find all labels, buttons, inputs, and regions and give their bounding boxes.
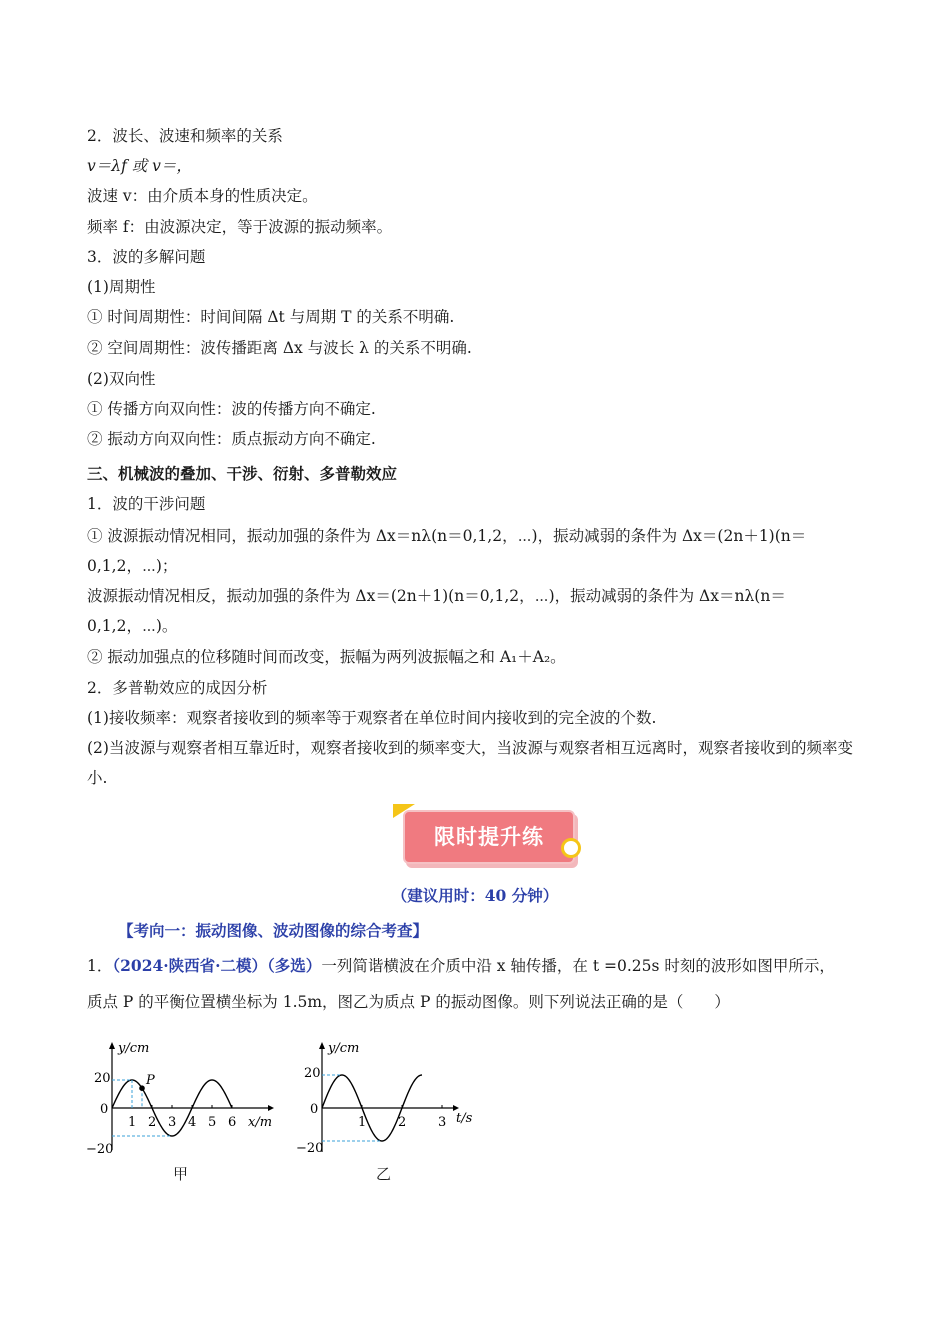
text-paragraph: (2)当波源与观察者相互靠近时，观察者接收到的频率变大，当波源与观察者相互远离时，观察者接收到的频率变小. xyxy=(87,739,853,787)
y-axis-label: y/cm xyxy=(328,1041,360,1056)
x-tick-label: 3 xyxy=(168,1115,177,1130)
text-line: 2．多普勒效应的成因分析 xyxy=(87,679,268,697)
practice-badge xyxy=(393,804,581,866)
y-tick-zero: 0 xyxy=(310,1102,319,1117)
text-line: ② 振动方向双向性：质点振动方向不确定. xyxy=(87,430,376,448)
text-line: ② 振动加强点的位移随时间而改变，振幅为两列波振幅之和 A₁＋A₂。 xyxy=(87,648,566,666)
t-tick-label: 2 xyxy=(398,1115,407,1130)
y-axis-arrow-icon xyxy=(319,1042,325,1049)
y-tick-bottom: −20 xyxy=(296,1141,324,1156)
x-tick-label: 6 xyxy=(228,1115,237,1130)
text-paragraph: 波源振动情况相反，振动加强的条件为 Δx＝(2n＋1)(n＝0,1,2，⋯)，振动减弱的条件为 Δx＝nλ(n＝0,1,2，⋯)。 xyxy=(87,587,786,635)
text-line: 2．波长、波速和频率的关系 xyxy=(87,127,283,145)
t-axis-label: t/s xyxy=(456,1111,473,1126)
question-number: 1． xyxy=(87,957,113,975)
text-line: 频率 f：由波源决定，等于波源的振动频率。 xyxy=(87,218,393,236)
x-tick-label: 5 xyxy=(208,1115,217,1130)
badge-label: 限时提升练 xyxy=(434,825,544,849)
question-line-1 xyxy=(87,956,835,976)
section-title: 【考向一：振动图像、波动图像的综合考查】 xyxy=(118,921,429,940)
question-source: （2024·陕西省·二模）（多选） xyxy=(112,956,322,975)
t-tick-label: 1 xyxy=(358,1115,367,1130)
point-p-marker xyxy=(139,1085,145,1091)
question-text: 一列简谐横波在介质中沿 x 轴传播，在 t =0.25s 时刻的波形如图甲所示， xyxy=(321,957,835,975)
y-tick-zero: 0 xyxy=(100,1102,109,1117)
figure-caption-yi: 乙 xyxy=(376,1165,392,1183)
x-tick-label: 4 xyxy=(188,1115,197,1130)
badge-box xyxy=(403,810,575,864)
text-line: 波速 v：由介质本身的性质决定。 xyxy=(87,187,318,205)
figure-caption-jia: 甲 xyxy=(173,1165,189,1183)
text-paragraph: ① 波源振动情况相同，振动加强的条件为 Δx＝nλ(n＝0,1,2，⋯)，振动减弱的条件为 Δx＝(2n＋1)(n＝0,1,2，⋯)； xyxy=(87,527,807,575)
text-line: ① 传播方向双向性：波的传播方向不确定. xyxy=(87,400,376,418)
wave-graph-jia xyxy=(80,1040,280,1155)
text-line: (1)周期性 xyxy=(87,278,156,296)
y-tick-top: 20 xyxy=(94,1071,111,1086)
x-axis-arrow-icon xyxy=(268,1105,274,1111)
text-line: 1．波的干涉问题 xyxy=(87,495,206,513)
x-axis-label: x/m xyxy=(248,1115,273,1130)
pennant-icon xyxy=(393,804,415,818)
x-tick-label: 2 xyxy=(148,1115,157,1130)
text-line: ② 空间周期性：波传播距离 Δx 与波长 λ 的关系不明确. xyxy=(87,339,472,357)
y-tick-top: 20 xyxy=(304,1066,321,1081)
t-tick-label: 3 xyxy=(438,1115,447,1130)
section-heading: 三、机械波的叠加、干涉、衍射、多普勒效应 xyxy=(87,464,398,483)
text-line: 3．波的多解问题 xyxy=(87,248,206,266)
ring-icon xyxy=(561,838,581,858)
y-axis-arrow-icon xyxy=(109,1042,115,1049)
formula-line: v＝λf 或 v＝， xyxy=(87,157,192,175)
x-tick-label: 1 xyxy=(128,1115,137,1130)
text-line: ① 时间周期性：时间间隔 Δt 与周期 T 的关系不明确. xyxy=(87,308,455,326)
text-line: (2)双向性 xyxy=(87,370,156,388)
point-p-label: P xyxy=(146,1073,155,1089)
vibration-graph-yi xyxy=(290,1040,485,1160)
y-tick-bottom: −20 xyxy=(86,1142,114,1155)
y-axis-label: y/cm xyxy=(118,1041,150,1056)
question-line-2: 质点 P 的平衡位置横坐标为 1.5m，图乙为质点 P 的振动图像。则下列说法正确的是（ ） xyxy=(87,993,730,1011)
suggested-time: （建议用时：40 分钟） xyxy=(391,886,559,905)
text-line: (1)接收频率：观察者接收到的频率等于观察者在单位时间内接收到的完全波的个数. xyxy=(87,709,657,727)
